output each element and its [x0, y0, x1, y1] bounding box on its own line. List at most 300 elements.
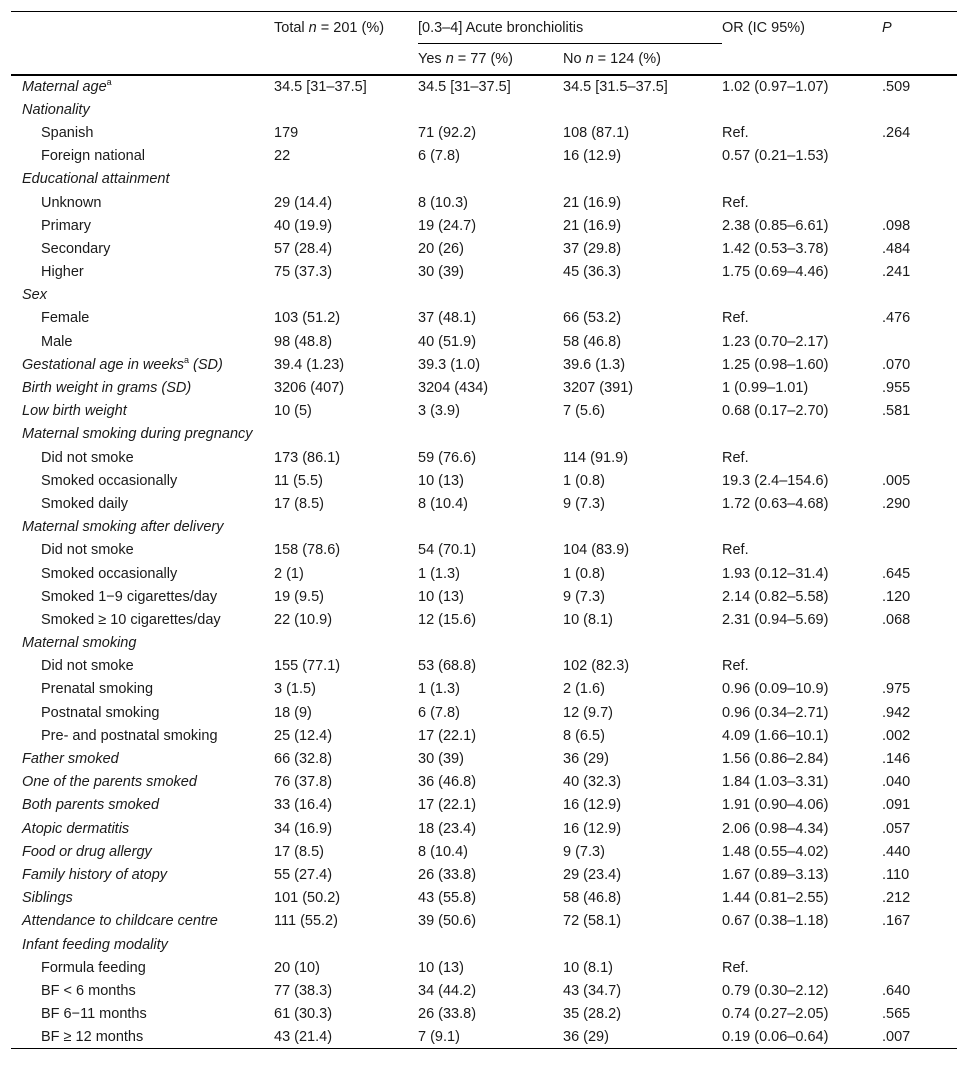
cell-total: 66 (32.8): [274, 751, 333, 768]
cell-p-value: .264: [882, 124, 911, 141]
cell-p-value: .212: [882, 890, 911, 907]
row-label-text: Infant feeding modality: [22, 936, 168, 953]
cell-no: 9 (7.3): [563, 843, 605, 860]
cell-total: 77 (38.3): [274, 982, 333, 999]
row-label-text: Postnatal smoking: [41, 704, 160, 721]
cell-or-ci: Ref.: [722, 310, 749, 327]
cell-or-ci: 1.72 (0.63–4.68): [722, 495, 829, 512]
table-row: [11, 887, 957, 910]
cell-p-value: .440: [882, 843, 911, 860]
cell-or-ci: 1.56 (0.86–2.84): [722, 751, 829, 768]
section-label: [11, 284, 957, 307]
row-label: [11, 562, 274, 585]
table-row: [11, 585, 957, 608]
table-row: [11, 214, 957, 237]
table-row: [11, 863, 957, 886]
cell-total: 155 (77.1): [274, 658, 341, 675]
cell-p-value: .955: [882, 380, 911, 397]
row-label-text: Smoked occasionally: [41, 472, 178, 489]
table-header: [11, 12, 957, 76]
row-label-text: Maternal smoking during pregnancy: [22, 426, 253, 443]
cell-p-value: .290: [882, 495, 911, 512]
row-label-text: Smoked daily: [41, 495, 129, 512]
header-no: No n = 124 (%): [563, 51, 661, 67]
cell-or-ci: 1.67 (0.89–3.13): [722, 866, 829, 883]
cell-no: 8 (6.5): [563, 727, 605, 744]
cell-total: 61 (30.3): [274, 1006, 333, 1023]
cell-total: 3206 (407): [274, 380, 345, 397]
row-label: [11, 979, 274, 1002]
cell-total: 34.5 [31–37.5]: [274, 79, 367, 96]
row-label: [11, 840, 274, 863]
row-label-text: Female: [41, 310, 90, 327]
row-label-text: Male: [41, 333, 73, 350]
row-label-text: Smoked ≥ 10 cigarettes/day: [41, 611, 221, 628]
table-row: [11, 469, 957, 492]
cell-p-value: [882, 330, 957, 353]
section-row: [11, 423, 957, 446]
section-label: [11, 933, 957, 956]
cell-p-value: .241: [882, 264, 911, 281]
cell-no: 37 (29.8): [563, 240, 622, 257]
row-label-text: Smoked occasionally: [41, 565, 178, 582]
cell-or-ci: 2.06 (0.98–4.34): [722, 820, 829, 837]
table-row: [11, 655, 957, 678]
cell-yes: 1 (1.3): [418, 681, 460, 698]
table-row: [11, 910, 957, 933]
row-label: [11, 446, 274, 469]
row-label-text: Did not smoke: [41, 658, 134, 675]
cell-yes: 6 (7.8): [418, 148, 460, 165]
row-label-text: Sex: [22, 287, 47, 304]
row-label-text: Prenatal smoking: [41, 681, 154, 698]
cell-p-value: .068: [882, 611, 911, 628]
cell-no: 16 (12.9): [563, 148, 622, 165]
section-label: [11, 423, 957, 446]
row-label: [11, 376, 274, 399]
cell-no: 12 (9.7): [563, 704, 613, 721]
table-row: [11, 747, 957, 770]
cell-total: 33 (16.4): [274, 797, 333, 814]
row-label-text: Siblings: [22, 890, 73, 907]
table-row: [11, 794, 957, 817]
cell-p-value: .565: [882, 1006, 911, 1023]
cell-or-ci: 2.14 (0.82–5.58): [722, 588, 829, 605]
table-row: [11, 261, 957, 284]
cell-total: 76 (37.8): [274, 774, 333, 791]
table-row: [11, 1026, 957, 1049]
row-label: [11, 863, 274, 886]
cell-p-value: [882, 956, 957, 979]
table-row: [11, 191, 957, 214]
row-label-text: Attendance to childcare centre: [22, 913, 218, 930]
cell-or-ci: 1.91 (0.90–4.06): [722, 797, 829, 814]
row-label-text: Spanish: [41, 124, 94, 141]
cell-no: 40 (32.3): [563, 774, 622, 791]
row-label: [11, 678, 274, 701]
results-table-wrapper: [11, 11, 957, 1049]
cell-yes: 8 (10.4): [418, 843, 468, 860]
cell-no: 3207 (391): [563, 380, 634, 397]
section-row: [11, 98, 957, 121]
cell-total: 22 (10.9): [274, 611, 333, 628]
cell-p-value: .005: [882, 472, 911, 489]
table-row: [11, 446, 957, 469]
cell-yes: 39.3 (1.0): [418, 356, 481, 373]
row-label: [11, 747, 274, 770]
cell-total: 98 (48.8): [274, 333, 333, 350]
row-label-text: Low birth weight: [22, 403, 127, 420]
table-row: [11, 678, 957, 701]
cell-no: 39.6 (1.3): [563, 356, 626, 373]
cell-or-ci: Ref.: [722, 959, 749, 976]
row-label: [11, 956, 274, 979]
row-label-text: Formula feeding: [41, 959, 146, 976]
cell-p-value: .057: [882, 820, 911, 837]
cell-no: 21 (16.9): [563, 194, 622, 211]
cell-yes: 17 (22.1): [418, 727, 477, 744]
cell-or-ci: 1.48 (0.55–4.02): [722, 843, 829, 860]
section-row: [11, 632, 957, 655]
header-p: P: [882, 20, 892, 36]
cell-yes: 36 (46.8): [418, 774, 477, 791]
cell-yes: 8 (10.4): [418, 495, 468, 512]
footnote-marker: a: [184, 354, 190, 365]
row-label-text: Unknown: [41, 194, 102, 211]
table-row: [11, 771, 957, 794]
table-row: [11, 1003, 957, 1026]
cell-p-value: [882, 655, 957, 678]
cell-or-ci: 1.42 (0.53–3.78): [722, 240, 829, 257]
cell-p-value: .476: [882, 310, 911, 327]
cell-yes: 3 (3.9): [418, 403, 460, 420]
row-label-text: Nationality: [22, 101, 90, 118]
cell-or-ci: 0.68 (0.17–2.70): [722, 403, 829, 420]
cell-p-value: .098: [882, 217, 911, 234]
cell-no: 35 (28.2): [563, 1006, 622, 1023]
table-row: [11, 376, 957, 399]
row-label: [11, 817, 274, 840]
cell-yes: 59 (76.6): [418, 449, 477, 466]
cell-total: 10 (5): [274, 403, 312, 420]
cell-yes: 40 (51.9): [418, 333, 477, 350]
cell-p-value: [882, 539, 957, 562]
table-row: [11, 724, 957, 747]
row-label: [11, 121, 274, 144]
cell-no: 10 (8.1): [563, 959, 613, 976]
cell-or-ci: 1.84 (1.03–3.31): [722, 774, 829, 791]
row-label: [11, 75, 274, 98]
cell-total: 55 (27.4): [274, 866, 333, 883]
cell-p-value: .040: [882, 774, 911, 791]
cell-no: 58 (46.8): [563, 890, 622, 907]
cell-yes: 8 (10.3): [418, 194, 468, 211]
cell-yes: 39 (50.6): [418, 913, 477, 930]
cell-no: 21 (16.9): [563, 217, 622, 234]
section-row: [11, 168, 957, 191]
row-label: [11, 214, 274, 237]
row-label: [11, 261, 274, 284]
cell-yes: 7 (9.1): [418, 1029, 460, 1046]
cell-total: 18 (9): [274, 704, 312, 721]
row-label: [11, 1003, 274, 1026]
cell-or-ci: 1.23 (0.70–2.17): [722, 333, 829, 350]
cell-yes: 19 (24.7): [418, 217, 477, 234]
cell-no: 29 (23.4): [563, 866, 622, 883]
row-label-suffix: (SD): [189, 356, 223, 373]
cell-yes: 26 (33.8): [418, 866, 477, 883]
table-body: [11, 75, 957, 1049]
cell-total: 173 (86.1): [274, 449, 341, 466]
row-label-text: Both parents smoked: [22, 797, 160, 814]
section-row: [11, 933, 957, 956]
table-row: [11, 817, 957, 840]
row-label-text: Birth weight in grams (SD): [22, 380, 192, 397]
row-label-text: Father smoked: [22, 751, 119, 768]
row-label-text: Maternal age: [22, 79, 107, 96]
cell-no: 43 (34.7): [563, 982, 622, 999]
cell-yes: 12 (15.6): [418, 611, 477, 628]
cell-p-value: .942: [882, 704, 911, 721]
row-label-text: Family history of atopy: [22, 866, 168, 883]
cell-no: 34.5 [31.5–37.5]: [563, 79, 668, 96]
header-or: OR (IC 95%): [722, 20, 805, 36]
cell-no: 72 (58.1): [563, 913, 622, 930]
cell-yes: 53 (68.8): [418, 658, 477, 675]
cell-p-value: .167: [882, 913, 911, 930]
row-label-text: Gestational age in weeks: [22, 356, 185, 373]
cell-or-ci: 4.09 (1.66–10.1): [722, 727, 829, 744]
cell-no: 7 (5.6): [563, 403, 605, 420]
cell-yes: 10 (13): [418, 472, 464, 489]
table-row: [11, 956, 957, 979]
cell-yes: 18 (23.4): [418, 820, 477, 837]
cell-total: 39.4 (1.23): [274, 356, 345, 373]
row-label: [11, 191, 274, 214]
row-label: [11, 701, 274, 724]
cell-yes: 54 (70.1): [418, 542, 477, 559]
section-row: [11, 284, 957, 307]
cell-or-ci: Ref.: [722, 194, 749, 211]
cell-or-ci: 19.3 (2.4–154.6): [722, 472, 829, 489]
table-row: [11, 353, 957, 376]
cell-total: 20 (10): [274, 959, 320, 976]
row-label: [11, 887, 274, 910]
cell-yes: 30 (39): [418, 264, 464, 281]
cell-yes: 71 (92.2): [418, 124, 477, 141]
cell-total: 19 (9.5): [274, 588, 324, 605]
row-label: [11, 539, 274, 562]
row-label: [11, 400, 274, 423]
table-row: [11, 492, 957, 515]
table-row: [11, 539, 957, 562]
cell-or-ci: 1.75 (0.69–4.46): [722, 264, 829, 281]
row-label: [11, 492, 274, 515]
cell-p-value: .002: [882, 727, 911, 744]
row-label-text: Foreign national: [41, 148, 145, 165]
cell-total: 40 (19.9): [274, 217, 333, 234]
cell-or-ci: 1 (0.99–1.01): [722, 380, 809, 397]
cell-or-ci: 2.38 (0.85–6.61): [722, 217, 829, 234]
cell-total: 17 (8.5): [274, 495, 324, 512]
header-yes: Yes n = 77 (%): [418, 51, 513, 67]
cell-p-value: .581: [882, 403, 911, 420]
cell-yes: 10 (13): [418, 588, 464, 605]
cell-p-value: .091: [882, 797, 911, 814]
table-row: [11, 979, 957, 1002]
cell-or-ci: 2.31 (0.94–5.69): [722, 611, 829, 628]
header-empty-2: [11, 44, 274, 76]
cell-or-ci: 0.19 (0.06–0.64): [722, 1029, 829, 1046]
cell-no: 16 (12.9): [563, 797, 622, 814]
cell-p-value: .484: [882, 240, 911, 257]
row-label: [11, 655, 274, 678]
table-row: [11, 840, 957, 863]
table-row: [11, 330, 957, 353]
section-label: [11, 632, 957, 655]
cell-no: 9 (7.3): [563, 588, 605, 605]
cell-or-ci: 0.96 (0.34–2.71): [722, 704, 829, 721]
cell-yes: 34.5 [31–37.5]: [418, 79, 511, 96]
header-total: Total n = 201 (%): [274, 20, 385, 36]
cell-yes: 43 (55.8): [418, 890, 477, 907]
row-label-text: Food or drug allergy: [22, 843, 152, 860]
section-label: [11, 516, 957, 539]
table-row: [11, 145, 957, 168]
row-label: [11, 145, 274, 168]
cell-yes: 20 (26): [418, 240, 464, 257]
cell-or-ci: 1.02 (0.97–1.07): [722, 79, 829, 96]
cell-total: 43 (21.4): [274, 1029, 333, 1046]
table-row: [11, 608, 957, 631]
cell-no: 108 (87.1): [563, 124, 630, 141]
table-row: [11, 121, 957, 144]
cell-no: 45 (36.3): [563, 264, 622, 281]
cell-total: 29 (14.4): [274, 194, 333, 211]
row-label-text: Did not smoke: [41, 542, 134, 559]
cell-total: 17 (8.5): [274, 843, 324, 860]
row-label-text: Primary: [41, 217, 91, 234]
cell-total: 101 (50.2): [274, 890, 341, 907]
cell-p-value: [882, 145, 957, 168]
cell-no: 10 (8.1): [563, 611, 613, 628]
cell-total: 75 (37.3): [274, 264, 333, 281]
table-row: [11, 237, 957, 260]
cell-yes: 6 (7.8): [418, 704, 460, 721]
row-label-text: Maternal smoking: [22, 635, 137, 652]
row-label: [11, 771, 274, 794]
cell-no: 9 (7.3): [563, 495, 605, 512]
row-label: [11, 608, 274, 631]
cell-or-ci: 0.57 (0.21–1.53): [722, 148, 829, 165]
cell-or-ci: 0.96 (0.09–10.9): [722, 681, 829, 698]
row-label-text: Pre- and postnatal smoking: [41, 727, 218, 744]
cell-or-ci: 1.93 (0.12–31.4): [722, 565, 829, 582]
row-label-text: Atopic dermatitis: [22, 820, 130, 837]
table-row: [11, 701, 957, 724]
cell-p-value: .509: [882, 79, 911, 96]
row-label: [11, 585, 274, 608]
cell-total: 25 (12.4): [274, 727, 333, 744]
cell-no: 66 (53.2): [563, 310, 622, 327]
cell-yes: 1 (1.3): [418, 565, 460, 582]
row-label-text: Higher: [41, 264, 84, 281]
cell-no: 36 (29): [563, 751, 609, 768]
table-row: [11, 75, 957, 98]
header-group-acute-bronchiolitis: [0.3–4] Acute bronchiolitis: [418, 12, 722, 44]
cell-or-ci: 1.44 (0.81–2.55): [722, 890, 829, 907]
row-label: [11, 237, 274, 260]
cell-yes: 26 (33.8): [418, 1006, 477, 1023]
cell-total: 158 (78.6): [274, 542, 341, 559]
cell-or-ci: Ref.: [722, 449, 749, 466]
cell-total: 34 (16.9): [274, 820, 333, 837]
cell-total: 22: [274, 148, 291, 165]
cell-or-ci: Ref.: [722, 124, 749, 141]
cell-total: 3 (1.5): [274, 681, 316, 698]
cell-no: 2 (1.6): [563, 681, 605, 698]
cell-total: 111 (55.2): [274, 913, 338, 930]
row-label-text: Maternal smoking after delivery: [22, 519, 224, 536]
cell-p-value: .070: [882, 356, 911, 373]
row-label-text: Smoked 1−9 cigarettes/day: [41, 588, 218, 605]
cell-p-value: .146: [882, 751, 911, 768]
row-label-text: Did not smoke: [41, 449, 134, 466]
row-label-text: BF ≥ 12 months: [41, 1029, 144, 1046]
cell-p-value: [882, 191, 957, 214]
cell-yes: 17 (22.1): [418, 797, 477, 814]
cell-or-ci: Ref.: [722, 658, 749, 675]
row-label: [11, 724, 274, 747]
row-label: [11, 353, 274, 376]
cell-total: 57 (28.4): [274, 240, 333, 257]
cell-total: 11 (5.5): [274, 472, 323, 489]
row-label-text: BF < 6 months: [41, 982, 136, 999]
cell-or-ci: 1.25 (0.98–1.60): [722, 356, 829, 373]
cell-no: 104 (83.9): [563, 542, 630, 559]
cell-no: 58 (46.8): [563, 333, 622, 350]
row-label: [11, 910, 274, 933]
row-label: [11, 1026, 274, 1049]
cell-total: 179: [274, 124, 299, 141]
cell-p-value: .007: [882, 1029, 911, 1046]
cell-no: 36 (29): [563, 1029, 609, 1046]
cell-p-value: .110: [882, 866, 910, 883]
cell-p-value: .120: [882, 588, 911, 605]
cell-yes: 3204 (434): [418, 380, 489, 397]
header-empty: [11, 12, 274, 44]
cell-yes: 34 (44.2): [418, 982, 477, 999]
cell-p-value: [882, 446, 957, 469]
row-label: [11, 794, 274, 817]
row-label: [11, 469, 274, 492]
cell-yes: 10 (13): [418, 959, 464, 976]
section-row: [11, 516, 957, 539]
cell-p-value: .640: [882, 982, 911, 999]
table-row: [11, 307, 957, 330]
row-label: [11, 307, 274, 330]
results-table: [11, 11, 957, 1049]
table-row: [11, 562, 957, 585]
row-label-text: Educational attainment: [22, 171, 170, 188]
cell-total: 103 (51.2): [274, 310, 341, 327]
cell-no: 16 (12.9): [563, 820, 622, 837]
row-label-text: One of the parents smoked: [22, 774, 197, 791]
section-label: [11, 98, 957, 121]
table-row: [11, 400, 957, 423]
cell-or-ci: Ref.: [722, 542, 749, 559]
cell-total: 2 (1): [274, 565, 304, 582]
